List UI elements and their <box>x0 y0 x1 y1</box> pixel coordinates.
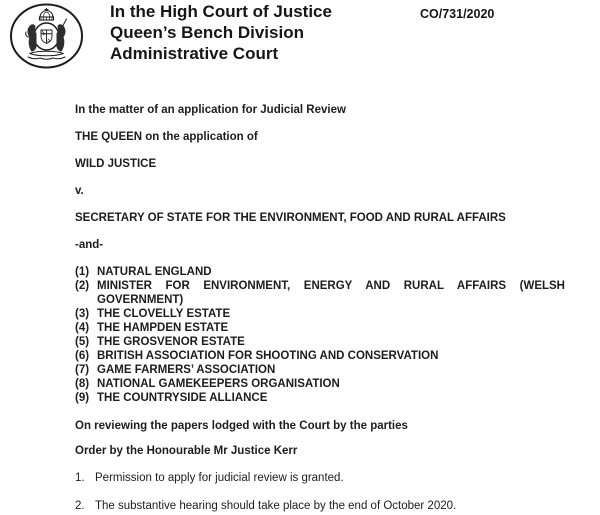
royal-coat-of-arms-icon <box>8 2 85 70</box>
party-name: NATURAL ENGLAND <box>97 266 212 278</box>
party-name: NATIONAL GAMEKEEPERS ORGANISATION <box>97 378 340 390</box>
party-number: (6) <box>75 350 90 362</box>
party-item-9 <box>75 391 565 405</box>
court-title-line-3: Administrative Court <box>110 44 279 63</box>
party-item-5 <box>75 335 565 349</box>
claimant-name: WILD JUSTICE <box>75 158 157 170</box>
party-name: MINISTER FOR ENVIRONMENT, ENERGY AND RURAL AFFAIRS (WELSH GOVERNMENT) <box>97 280 565 306</box>
court-title-line-1: In the High Court of Justice <box>110 2 332 21</box>
order-item-text: Permission to apply for judicial review is granted. <box>95 472 344 484</box>
order-item-number: 1. <box>75 472 85 484</box>
party-name: THE CLOVELLY ESTATE <box>97 308 231 320</box>
case-number: CO/731/2020 <box>420 7 495 21</box>
interested-parties-list <box>75 265 565 405</box>
order-by-line: Order by the Honourable Mr Justice Kerr <box>75 445 298 457</box>
order-item-number: 2. <box>75 500 85 512</box>
court-title <box>110 1 332 64</box>
party-name: THE COUNTRYSIDE ALLIANCE <box>97 392 268 404</box>
party-item-3 <box>75 307 565 321</box>
versus-line: v. <box>75 185 84 197</box>
party-item-6 <box>75 349 565 363</box>
party-item-8 <box>75 377 565 391</box>
party-name: GAME FARMERS’ ASSOCIATION <box>97 364 276 376</box>
party-number: (7) <box>75 364 90 376</box>
document-body <box>75 103 565 515</box>
queen-line: THE QUEEN on the application of <box>75 131 258 143</box>
defendant-name: SECRETARY OF STATE FOR THE ENVIRONMENT, FOOD AND RURAL AFFAIRS <box>75 212 506 224</box>
party-item-7 <box>75 363 565 377</box>
party-name: THE GROSVENOR ESTATE <box>97 336 245 348</box>
party-number: (2) <box>75 280 90 292</box>
party-number: (1) <box>75 266 90 278</box>
review-line: On reviewing the papers lodged with the Court by the parties <box>75 420 408 432</box>
party-name: BRITISH ASSOCIATION FOR SHOOTING AND CONSERVATION <box>97 350 439 362</box>
party-number: (4) <box>75 322 90 334</box>
and-separator: -and- <box>75 239 104 251</box>
party-number: (5) <box>75 336 90 348</box>
party-item-4 <box>75 321 565 335</box>
party-name: THE HAMPDEN ESTATE <box>97 322 229 334</box>
court-title-line-2: Queen’s Bench Division <box>110 23 304 42</box>
party-number: (8) <box>75 378 90 390</box>
order-item-text: The substantive hearing should take place by the end of October 2020. <box>95 500 457 512</box>
party-item-1 <box>75 265 565 279</box>
order-item-2 <box>75 499 565 513</box>
order-item-1 <box>75 471 565 485</box>
matter-line: In the matter of an application for Judicial Review <box>75 104 346 116</box>
party-item-2 <box>75 279 565 307</box>
party-number: (3) <box>75 308 90 320</box>
party-number: (9) <box>75 392 90 404</box>
